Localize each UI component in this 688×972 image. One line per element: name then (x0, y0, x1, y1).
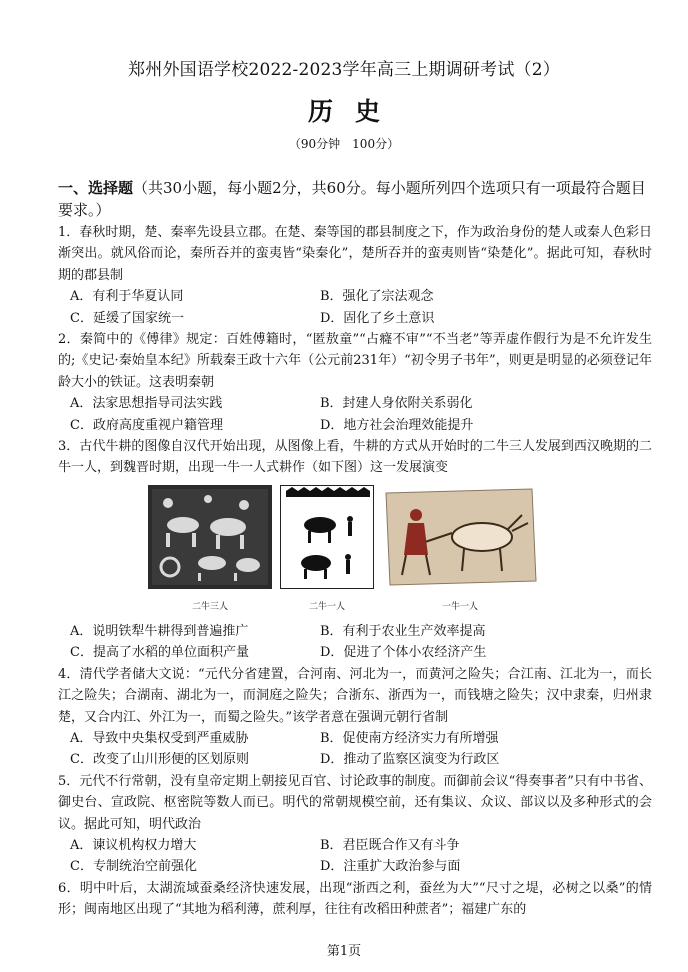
question-options (58, 286, 652, 329)
option-a[interactable]: A．谏议机构权力增大 (70, 837, 197, 853)
question-stem: 1．春秋时期，楚、秦率先设县立郡。在楚、秦等国的郡县制度之下，作为政治身份的楚人或秦人色彩日渐突出。就风俗而论，秦所吞并的蛮夷皆“染秦化”，楚所吞并的蛮夷则皆“染楚化”。据此可知，春秋时期的郡县制 (58, 225, 652, 283)
question-options (58, 621, 652, 664)
option-d[interactable]: D．注重扩大政治参与面 (320, 859, 461, 875)
question-options (58, 835, 652, 878)
exam-timing: （90分钟 100分） (288, 137, 400, 151)
caption-two-oxen-one-man: 二牛一人 (308, 601, 345, 612)
question-stem: 6．明中叶后，太湖流域蚕桑经济快速发展，出现“浙西之利，蚕丝为大”“尺寸之堤，必树之以桑”的情形；闽南地区出现了“其地为稻利薄，蔗利厚，往往有改稻田种蔗者”；福建广东的 (58, 880, 652, 918)
option-d[interactable]: D．推动了监察区演变为行政区 (320, 752, 500, 768)
option-b[interactable]: B．封建人身依附关系弱化 (320, 396, 473, 412)
option-d[interactable]: D．固化了乡土意识 (320, 310, 435, 326)
question-6 (58, 878, 652, 921)
question-stem: 5．元代不行常朝，没有皇帝定期上朝接见百官、讨论政事的制度。而御前会议“得奏事者”只有中书省、御史台、宣政院、枢密院等数人而已。明代的常朝规模空前，还有集议、众议、部议以及多种形式的会议。据此可知，明代政治 (58, 773, 652, 832)
option-b[interactable]: B．君臣既合作又有斗争 (320, 837, 460, 853)
option-c[interactable]: C．政府高度重视户籍管理 (70, 417, 223, 433)
question-3 (58, 436, 652, 664)
section-head: 一、选择题 (58, 179, 134, 197)
option-a[interactable]: A．导致中央集权受到严重威胁 (70, 730, 249, 746)
question-4 (58, 664, 652, 771)
question-stem: 2．秦简中的《傅律》规定：百姓傅籍时，“匿敖童”“占癃不审”“不当老”等弄虚作假行为是不允许发生的;《史记·秦始皇本纪》所载秦王政十六年（公元前231年）“初令男子书年”，则更是明显的必须登记年龄大小的铁证。这表明秦朝 (58, 332, 652, 390)
section-instructions: （共30小题，每小题2分，共60分。每小题所列四个选项只有一项最符合题目要求。） (58, 179, 646, 219)
question-stem: 3．古代牛耕的图像自汉代开始出现，从图像上看，牛耕的方式从开始时的二牛三人发展到西汉晚期的二牛一人，到魏晋时期，出现一牛一人式耕作（如下图）这一发展演变 (58, 439, 652, 476)
page-number: 第1页 (326, 944, 362, 959)
option-c[interactable]: C．专制统治空前强化 (70, 859, 197, 875)
ox-plowing-figure (58, 485, 652, 619)
question-content (58, 177, 652, 921)
option-b[interactable]: B．强化了宗法观念 (320, 289, 434, 305)
section-header (58, 177, 652, 221)
caption-one-ox-one-man: 一牛一人 (441, 601, 478, 612)
option-b[interactable]: B．促使南方经济实力有所增强 (320, 730, 499, 746)
question-stem: 4．清代学者储大文说：“元代分省建置，合河南、河北为一，而黄河之险失；合江南、江北为一，而长江之险失；合湖南、湖北为一，而洞庭之险失；合浙东、浙西为一，而钱塘之险失；汉中隶秦，归州隶楚，又合内江、外江为一，而蜀之险失。”该学者意在强调元朝行省制 (58, 666, 652, 725)
option-c[interactable]: C．提高了水稻的单位面积产量 (70, 645, 249, 661)
exam-title: 郑州外国语学校2022-2023学年高三上期调研考试（2） (128, 60, 560, 80)
question-1 (58, 222, 652, 329)
option-d[interactable]: D．地方社会治理效能提升 (320, 417, 474, 433)
two-oxen-one-man-image (280, 485, 374, 589)
option-c[interactable]: C．延缓了国家统一 (70, 310, 184, 326)
caption-two-oxen-three-men: 二牛三人 (191, 601, 228, 612)
question-5 (58, 771, 652, 878)
subject-title: 历史 (307, 97, 402, 126)
one-ox-one-man-image (382, 485, 538, 589)
two-oxen-three-men-image (148, 485, 272, 589)
option-c[interactable]: C．改变了山川形便的区划原则 (70, 752, 249, 768)
option-d[interactable]: D．促进了个体小农经济产生 (320, 645, 487, 661)
option-b[interactable]: B．有利于农业生产效率提高 (320, 623, 486, 639)
question-options (58, 393, 652, 436)
option-a[interactable]: A．说明铁犁牛耕得到普遍推广 (70, 623, 249, 639)
question-2 (58, 329, 652, 436)
option-a[interactable]: A．有利于华夏认同 (70, 289, 184, 305)
option-a[interactable]: A．法家思想指导司法实践 (70, 396, 223, 412)
question-options (58, 728, 652, 771)
